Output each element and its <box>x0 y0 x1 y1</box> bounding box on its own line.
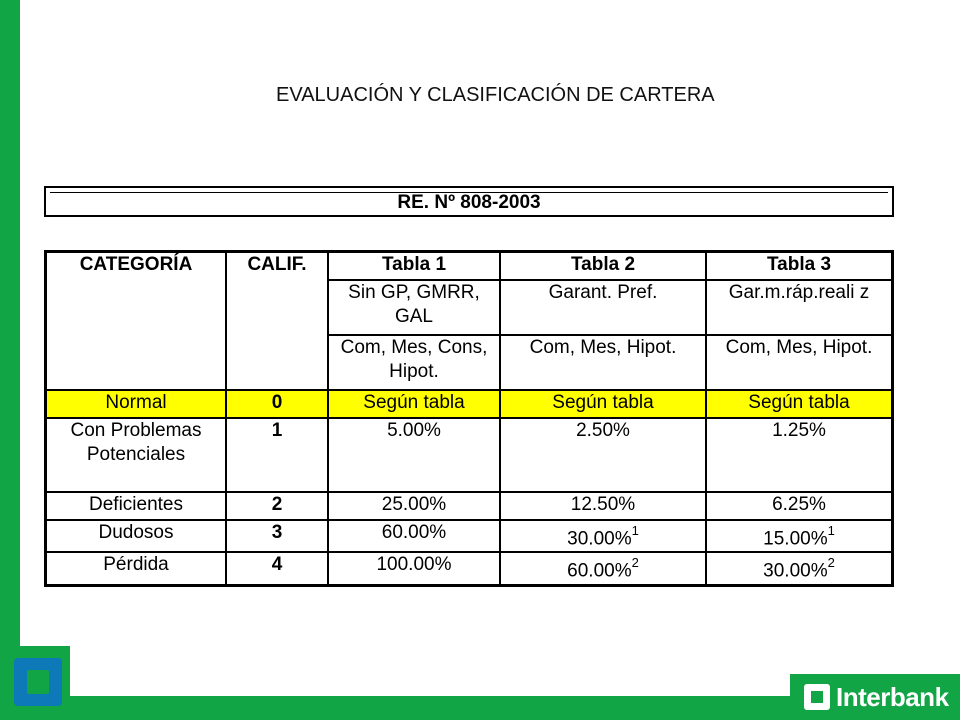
footnote-marker: 2 <box>827 555 835 571</box>
table-row <box>46 552 893 585</box>
row-categoria: Normal <box>46 390 227 418</box>
header-calif: CALIF. <box>226 252 328 391</box>
header-tabla-1: Tabla 1 <box>328 252 500 280</box>
row-tabla-1: 5.00% <box>328 418 500 492</box>
row-tabla-3: Según tabla <box>706 390 893 418</box>
row-tabla-1: 60.00% <box>328 520 500 552</box>
row-tabla-2: Según tabla <box>500 390 706 418</box>
header-tabla-2: Tabla 2 <box>500 252 706 280</box>
classification-table <box>44 250 894 587</box>
footnote-marker: 1 <box>631 523 639 538</box>
table-row <box>46 390 893 418</box>
header-guarantee-1: Sin GP, GMRR, GAL <box>328 280 500 335</box>
interbank-logo-icon <box>804 684 830 710</box>
row-tabla-2: 2.50% <box>500 418 706 492</box>
footnote-marker: 1 <box>827 523 835 538</box>
row-tabla-3: 15.00%$^1$ <box>706 520 893 552</box>
table-row <box>46 520 893 552</box>
table-row <box>46 492 893 520</box>
header-credit-type-2: Com, Mes, Hipot. <box>500 335 706 390</box>
table-row <box>46 418 893 492</box>
row-tabla-1: 25.00% <box>328 492 500 520</box>
brand-logo <box>790 674 960 720</box>
header-guarantee-3: Gar.m.ráp.reali z <box>706 280 893 335</box>
row-categoria: Con Problemas Potenciales <box>46 418 227 492</box>
row-categoria: Dudosos <box>46 520 227 552</box>
row-categoria: Deficientes <box>46 492 227 520</box>
footnote-marker: 2 <box>631 555 639 571</box>
row-tabla-2: 60.00%$^2$ <box>500 552 706 585</box>
row-tabla-1: 100.00% <box>328 552 500 585</box>
header-guarantee-2: Garant. Pref. <box>500 280 706 335</box>
header-row-1 <box>46 252 893 280</box>
row-calif: 1 <box>226 418 328 492</box>
row-tabla-3: 30.00%$^2$ <box>706 552 893 585</box>
left-accent-bar <box>0 0 20 720</box>
row-tabla-2: 30.00%$^1$ <box>500 520 706 552</box>
row-calif: 2 <box>226 492 328 520</box>
regulation-box <box>44 186 894 217</box>
row-categoria: Pérdida <box>46 552 227 585</box>
row-tabla-2: 12.50% <box>500 492 706 520</box>
brand-name: Interbank <box>836 682 949 712</box>
corner-logo <box>0 646 70 720</box>
row-tabla-3: 1.25% <box>706 418 893 492</box>
row-calif: 4 <box>226 552 328 585</box>
row-calif: 3 <box>226 520 328 552</box>
row-tabla-3: 6.25% <box>706 492 893 520</box>
row-calif: 0 <box>226 390 328 418</box>
page-title: EVALUACIÓN Y CLASIFICACIÓN DE CARTERA <box>276 84 715 106</box>
row-tabla-1: Según tabla <box>328 390 500 418</box>
header-credit-type-1: Com, Mes, Cons, Hipot. <box>328 335 500 390</box>
square-logo-icon <box>14 658 62 706</box>
regulation-label: RE. Nº 808-2003 <box>397 192 541 213</box>
header-credit-type-3: Com, Mes, Hipot. <box>706 335 893 390</box>
header-categoria: CATEGORÍA <box>46 252 227 391</box>
header-tabla-3: Tabla 3 <box>706 252 893 280</box>
